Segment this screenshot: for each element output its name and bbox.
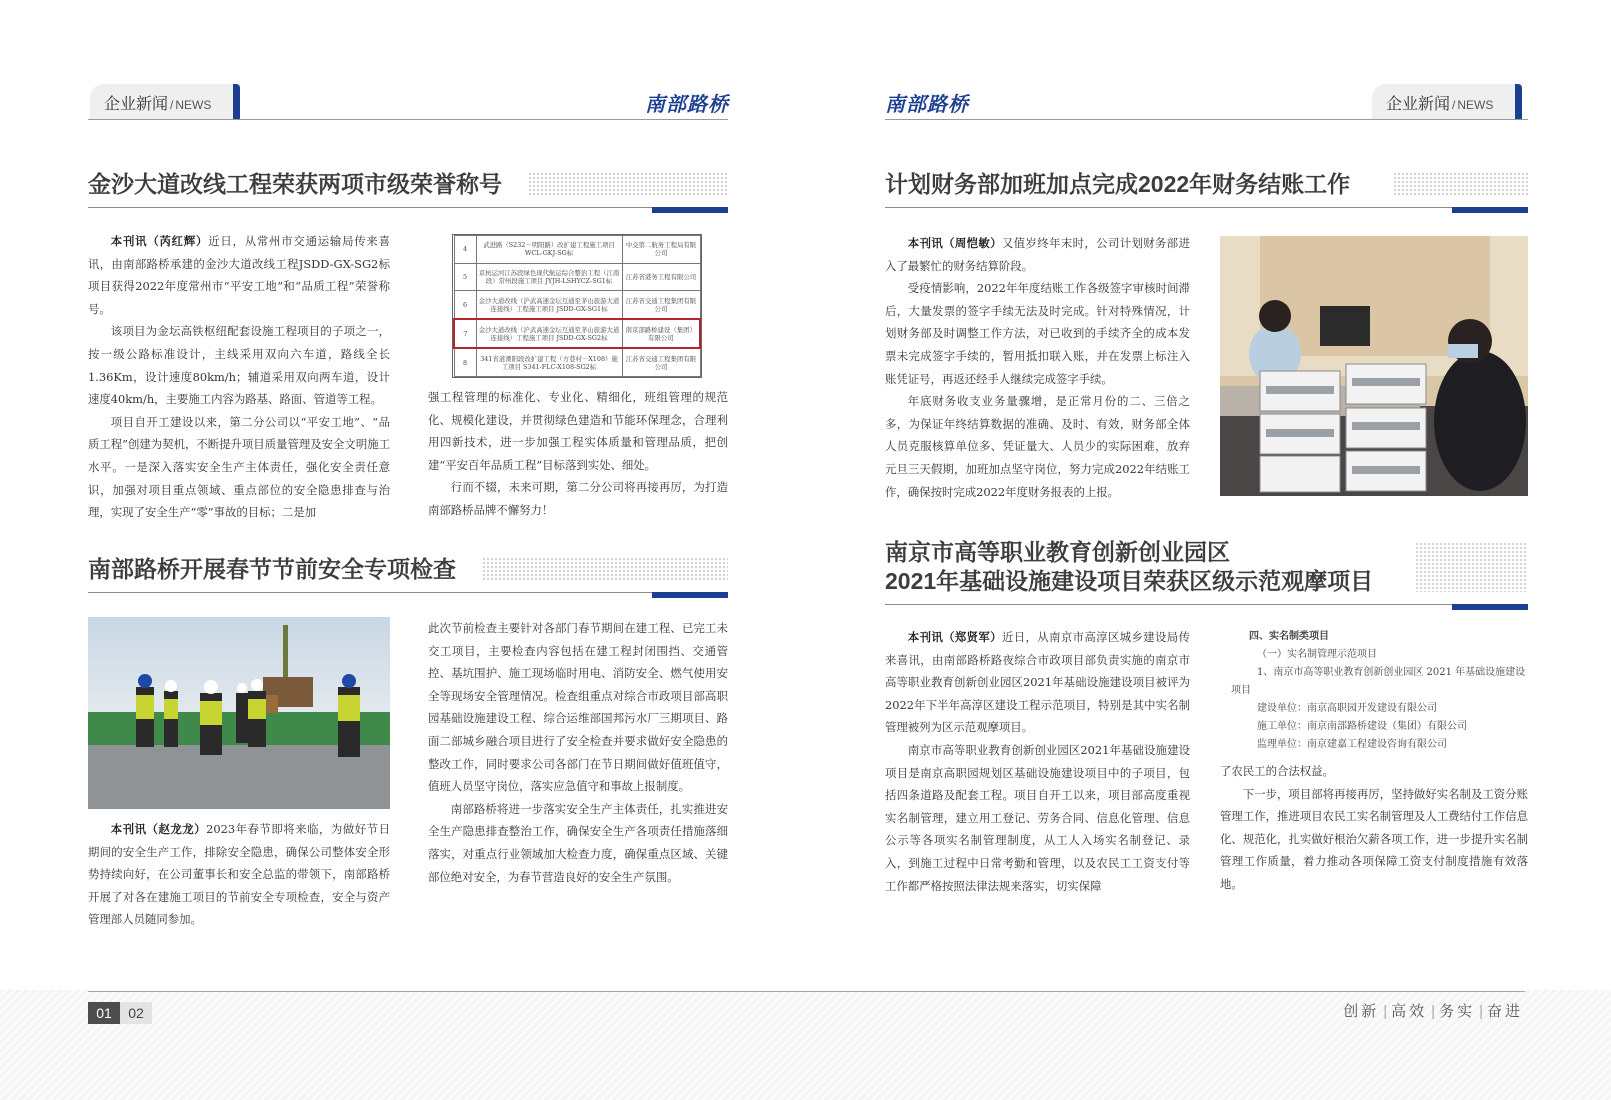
paragraph: 受疫情影响，2022年年度结账工作各级签字审核时间滞后，大量发票的签字手续无法及时完成。针对特殊情况，计划财务部及时调整工作方法，对已收到的手续齐全的成本发票未完成签字手续的，暂用抵扣联入账，并在发票上标注入账凭证号，再返还经手人继续完成签字手续。 (885, 281, 1190, 386)
footer-slogan: 创新 | 高效 | 务实 | 奋进 (1343, 1000, 1523, 1021)
paragraph: 该项目为金坛高铁枢纽配套设施工程项目的子项之一，按一级公路标准设计，主线采用双向六车道，路线全长1.36Km，设计速度80km/h；辅道采用双向两车道，设计速度40km/h，主要施工内容为路基、路面、管道等工程。 (88, 324, 390, 407)
notice-heading: 四、实名制类项目 (1249, 631, 1329, 642)
finance-office-photo (1220, 236, 1528, 496)
article-title-line1: 南京市高等职业教育创新创业园区 (885, 539, 1230, 565)
section-sep: / (170, 98, 174, 112)
paragraph: 南部路桥将进一步落实安全生产主体责任，扎实推进安全生产隐患排查整治工作，确保安全生产各项责任措施落细落实，对重点行业领域加大检查力度，确保重点区域、关键部位绝对安全，为春节营造良好的安全生产氛围。 (428, 801, 728, 884)
page-number-right: 02 (120, 1002, 152, 1024)
section-tab-accent (233, 84, 240, 120)
section-sep: / (1452, 98, 1456, 112)
paragraph: 项目自开工建设以来，第二分公司以“平安工地”、“品质工程”创建为契机，不断提升项目质量管理及安全文明施工水平。一是深入落实安全生产主体责任，强化安全责任意识，加强对项目重点领域、重点部位的安全隐患排查与治理，实现了安全生产“零”事故的目标；二是加 (88, 414, 390, 520)
byline: 本刊讯（周恺敏） (907, 236, 1002, 250)
section-label-en: NEWS (1457, 98, 1494, 112)
title-accent (652, 592, 728, 598)
table-row: 4 武进路（S232－明阳路）改扩建工程施工项目 WCL-GKJ-SG标 中交第二航务工程局有限公司 (454, 236, 700, 264)
page-number-left: 01 (88, 1002, 120, 1024)
notice-subheading: （一）实名制管理示范项目 (1257, 649, 1377, 660)
byline: 本刊讯（郑贤军） (907, 630, 1002, 644)
title-dots (1393, 172, 1528, 196)
paragraph: 南京市高等职业教育创新创业园区2021年基础设施建设项目是南京高职园规划区基础设施建设项目中的子项目，包括四条道路及配套工程。项目自开工以来，项目部高度重视实名制管理，建立用工登记、劳务合同、信息化管理、信息公示等各项实名制管理制度，从工人入场实名制登记、录入，到施工过程中日常考勤和管理，以及农民工工资支付等工作都严格按照法律法规来落实，切实保障 (885, 742, 1190, 893)
brand-logo: 南部路桥 (885, 94, 969, 116)
table-row: 6 金沙大道改线（沪武高速金坛互通至茅山旅游大道连接线）工程施工项目 JSDD-GX-SG1标 江苏省交通工程集团有限公司 (454, 291, 700, 319)
paragraph: 年底财务收支业务量骤增，是正常月份的二、三倍之多，为保证年终结算数据的准确、及时、有效，财务部全体人员克服核算单位多、凭证量大、人员少的实际困难，放弃元旦三天假期，加班加点坚守岗位，努力完成2022年结账工作，确保按时完成2022年度财务报表的上报。 (885, 394, 1190, 499)
header-rule (88, 119, 728, 120)
article-column (885, 626, 1190, 897)
left-page (0, 0, 805, 1100)
paragraph: 此次节前检查主要针对各部门春节期间在建工程、已完工未交工项目，主要检查内容包括在建工程封闭围挡、交通管控、基坑围护、施工现场临时用电、消防安全、燃气使用安全等现场安全管理情况。检查组重点对综合市政项目部高职园基础设施建设工程、综合运维部国邦污水厂三期项目、路面二部城乡融合项目进行了安全检查并要求做好安全隐患的整改工作，同时要求公司各部门在节日期间做好值班值守，值班人员坚守岗位，落实应急值守和事故上报制度。 (428, 621, 728, 794)
byline: 本刊讯（芮红辉） (110, 234, 209, 248)
notice-supervisor: 监理单位：南京建嘉工程建设咨询有限公司 (1257, 739, 1447, 750)
article-title: 南部路桥开展春节节前安全专项检查 (88, 556, 456, 582)
slogan-word: 高效 (1391, 1003, 1428, 1020)
section-label-en: NEWS (175, 98, 212, 112)
honor-list-table (452, 234, 702, 378)
title-accent (1452, 207, 1528, 213)
article-column (428, 386, 728, 522)
section-label-zh: 企业新闻 (1386, 96, 1451, 113)
title-rule (885, 604, 1528, 605)
section-tab (90, 84, 240, 120)
article-column (428, 617, 728, 888)
notice-constructor: 施工单位：南京南部路桥建设（集团）有限公司 (1257, 721, 1467, 732)
notice-item: 1、南京市高等职业教育创新创业园区 2021 年基础设施建设 (1257, 667, 1526, 678)
right-page (805, 0, 1610, 1100)
article-column (88, 230, 390, 524)
safety-inspection-photo (88, 617, 390, 809)
paragraph: 行而不辍，未来可期，第二分公司将再接再厉，为打造南部路桥品牌不懈努力！ (428, 480, 728, 517)
byline: 本刊讯（赵龙龙） (110, 822, 207, 836)
article-title: 计划财务部加班加点完成2022年财务结账工作 (885, 171, 1351, 197)
title-dots (528, 172, 728, 196)
title-rule (88, 207, 728, 208)
footer-rule (88, 991, 1525, 992)
title-dots (1415, 542, 1528, 592)
section-tab-accent (1515, 84, 1522, 120)
header-rule (885, 119, 1528, 120)
title-dots (482, 557, 728, 581)
title-accent (652, 207, 728, 213)
title-rule (885, 207, 1528, 208)
article-title: 金沙大道改线工程荣获两项市级荣誉称号 (88, 171, 502, 197)
notice-builder: 建设单位：南京高职园开发建设有限公司 (1257, 703, 1437, 714)
paragraph: 本刊讯（郑贤军）近日，从南京市高淳区城乡建设局传来喜讯，由南部路桥路夜综合市政项目部负责实施的南京市高等职业教育创新创业园区2021年基础设施建设项目被评为2022年下半年高淳区建设工程示范项目，特别是其中实名制管理被列为区示范观摩项目。 (885, 630, 1190, 735)
paragraph: 了农民工的合法权益。 (1220, 764, 1334, 778)
slogan-word: 务实 (1439, 1003, 1476, 1020)
official-notice-excerpt (1223, 628, 1526, 754)
brand-logo: 南部路桥 (645, 94, 729, 116)
table-row-highlighted: 7 金沙大道改线（沪武高速金坛互通至茅山旅游大道连接线）工程施工项目 JSDD-GX-SG2标 南京部路桥建设（集团）有限公司 (454, 319, 700, 348)
paragraph: 强工程管理的标准化、专业化、精细化，班组管理的规范化、规模化建设，并贯彻绿色建造和节能环保理念，合理利用四新技术，进一步加强工程实体质量和管理品质，把创建“平安百年品质工程”目标落到实处、细处。 (428, 390, 728, 472)
paragraph: 下一步，项目部将再接再厉，坚持做好实名制及工资分账管理工作，推进项目农民工实名制管理及人工费结付工作信息化、规范化，扎实做好根治欠薪各项工作，进一步提升实名制管理工作质量，着力推动各项保障工资支付制度措施有效落地。 (1220, 786, 1528, 891)
paragraph: 本刊讯（周恺敏）又值岁终年末时，公司计划财务部进入了最繁忙的财务结算阶段。 (885, 236, 1190, 273)
slogan-word: 奋进 (1486, 1003, 1523, 1020)
article-title-line2: 2021年基础设施建设项目荣获区级示范观摩项目 (885, 568, 1374, 594)
notice-item-cont: 项目 (1231, 685, 1251, 696)
paragraph: 本刊讯（赵龙龙）2023年春节即将来临，为做好节日期间的安全生产工作，排除安全隐患，确保公司整体安全形势持续向好，在公司董事长和安全总监的带领下，南部路桥开展了对各在建施工项目的节前安全专项检查，安全与资产管理部人员随同参加。 (88, 822, 390, 927)
article-column (88, 818, 390, 931)
article-column (1220, 760, 1528, 896)
table-row: 8 341省道溧阳段改扩建工程（方巷村－X108）施工项目 S341-FLC-X108-SG2标 江苏省交通工程集团有限公司 (454, 348, 700, 376)
paragraph: 本刊讯（芮红辉）近日，从常州市交通运输局传来喜讯，由南部路桥承建的金沙大道改线工程JSDD-GX-SG2标项目获得2022年度常州市“平安工地”和“品质工程”荣誉称号。 (88, 234, 390, 316)
table-row: 5 京杭运河江苏段绿色现代航运综合整治工程（江南段）常州段施工项目 JYJH-LSHYCZ-SG1标 江苏省港务工程有限公司 (454, 263, 700, 291)
slogan-word: 创新 (1343, 1003, 1380, 1020)
title-accent (1452, 604, 1528, 610)
title-rule (88, 592, 728, 593)
article-column (885, 232, 1190, 503)
section-tab (1372, 84, 1522, 120)
section-label-zh: 企业新闻 (104, 96, 169, 113)
